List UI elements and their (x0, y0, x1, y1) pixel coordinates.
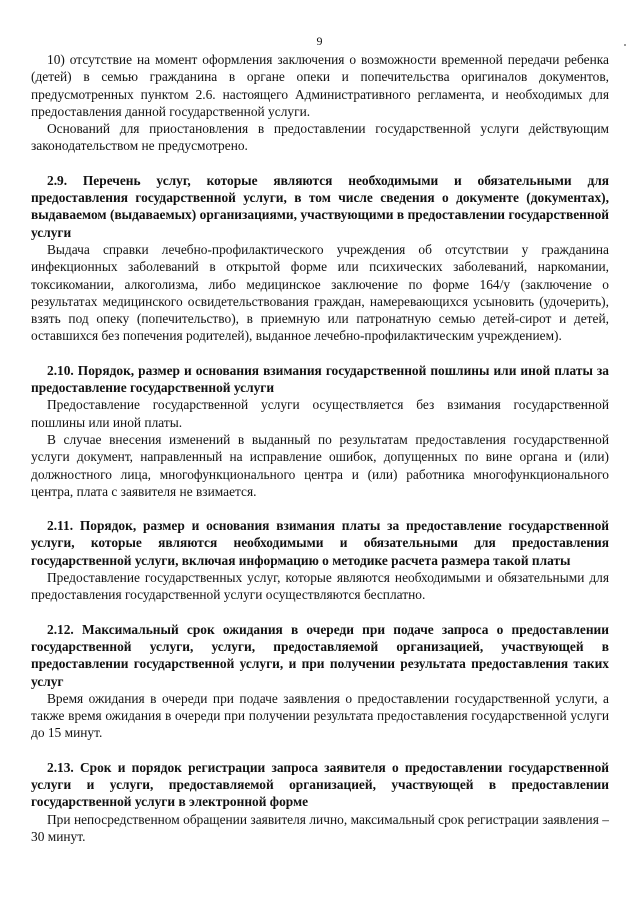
paragraph-2-11-body: Предоставление государственных услуг, которые являются необходимыми и обязательными для предоставления государственной услуги осуществляются бесплатно. (31, 570, 609, 603)
heading-2-12: 2.12. Максимальный срок ожидания в очереди при подаче запроса о предоставлении государственной услуги, услуги, предоставляемой организацией, участвующей в предоставлении государственной услуги, и при получении результата предоставления таких услуг (31, 621, 609, 689)
page-number: 9 (316, 34, 323, 48)
heading-2-10: 2.10. Порядок, размер и основания взимания государственной пошлины или иной платы за предоставление государственной услуги (31, 362, 609, 396)
paragraph-2-10-body-2: В случае внесения изменений в выданный по результатам предоставления государственной услуги документ, направленный на исправление ошибок, допущенных по вине органа и (или) должностного лица, многофункционального центра и (или) работника многофункционального центра, плата с заявителя не взимается. (31, 431, 609, 499)
paragraph-no-suspension: Оснований для приостановления в предоставлении государственной услуги действующим законодательством не предусмотрено. (31, 121, 609, 154)
heading-2-11: 2.11. Порядок, размер и основания взимания платы за предоставление государственной услуги, которые являются необходимыми и обязательными для предоставления государственной услуги, включая информацию о методике расчета размера такой платы (31, 518, 609, 568)
heading-2-13: 2.13. Срок и порядок регистрации запроса заявителя о предоставлении государственной услуги и услуги, предоставляемой организацией, участвующей в предоставлении государственной услуги в электронной форме (31, 759, 609, 810)
paragraph-2-12-body: Время ожидания в очереди при подаче заявления о предоставлении государственной услуги, а также время ожидания в очереди при получении результата предоставления государственной услуги до 15 минут. (31, 690, 609, 741)
heading-2-9: 2.9. Перечень услуг, которые являются необходимыми и обязательными для предоставления государственной услуги, в том числе сведения о документе (документах), выдаваемом (выдаваемых) организациями, участвующими в предоставлении государственной услуги (31, 172, 609, 240)
scan-speck (624, 44, 626, 46)
paragraph-2-9-body: Выдача справки лечебно-профилактического учреждения об отсутствии у гражданина инфекционных заболеваний в открытой форме или психических заболеваний, наркомании, токсикомании, алкоголизма, либо медицинское заключение по форме 164/у (заключение о результатах медицинского освидетельствования граждан, намеревающихся усыновить (удочерить), взять под опеку (попечительство), в приемную или патронатную семью детей-сирот и детей, оставшихся без попечения родителей), выданное лечебно-профилактическим учреждением). (31, 241, 609, 344)
list-item-10: 10) отсутствие на момент оформления заключения о возможности временной передачи ребенка (детей) в семью гражданина в органе опеки и попечительства оригиналов документов, предусмотренных пунктом 2.6. настоящего Административного регламента, и необходимых для предоставления данной государственной услуги. (31, 52, 609, 119)
document-body (31, 51, 609, 845)
paragraph-2-10-body-1: Предоставление государственной услуги осуществляется без взимания государственной пошлины или иной платы. (31, 397, 609, 430)
paragraph-2-13-body: При непосредственном обращении заявителя лично, максимальный срок регистрации заявления – 30 минут. (31, 811, 609, 844)
